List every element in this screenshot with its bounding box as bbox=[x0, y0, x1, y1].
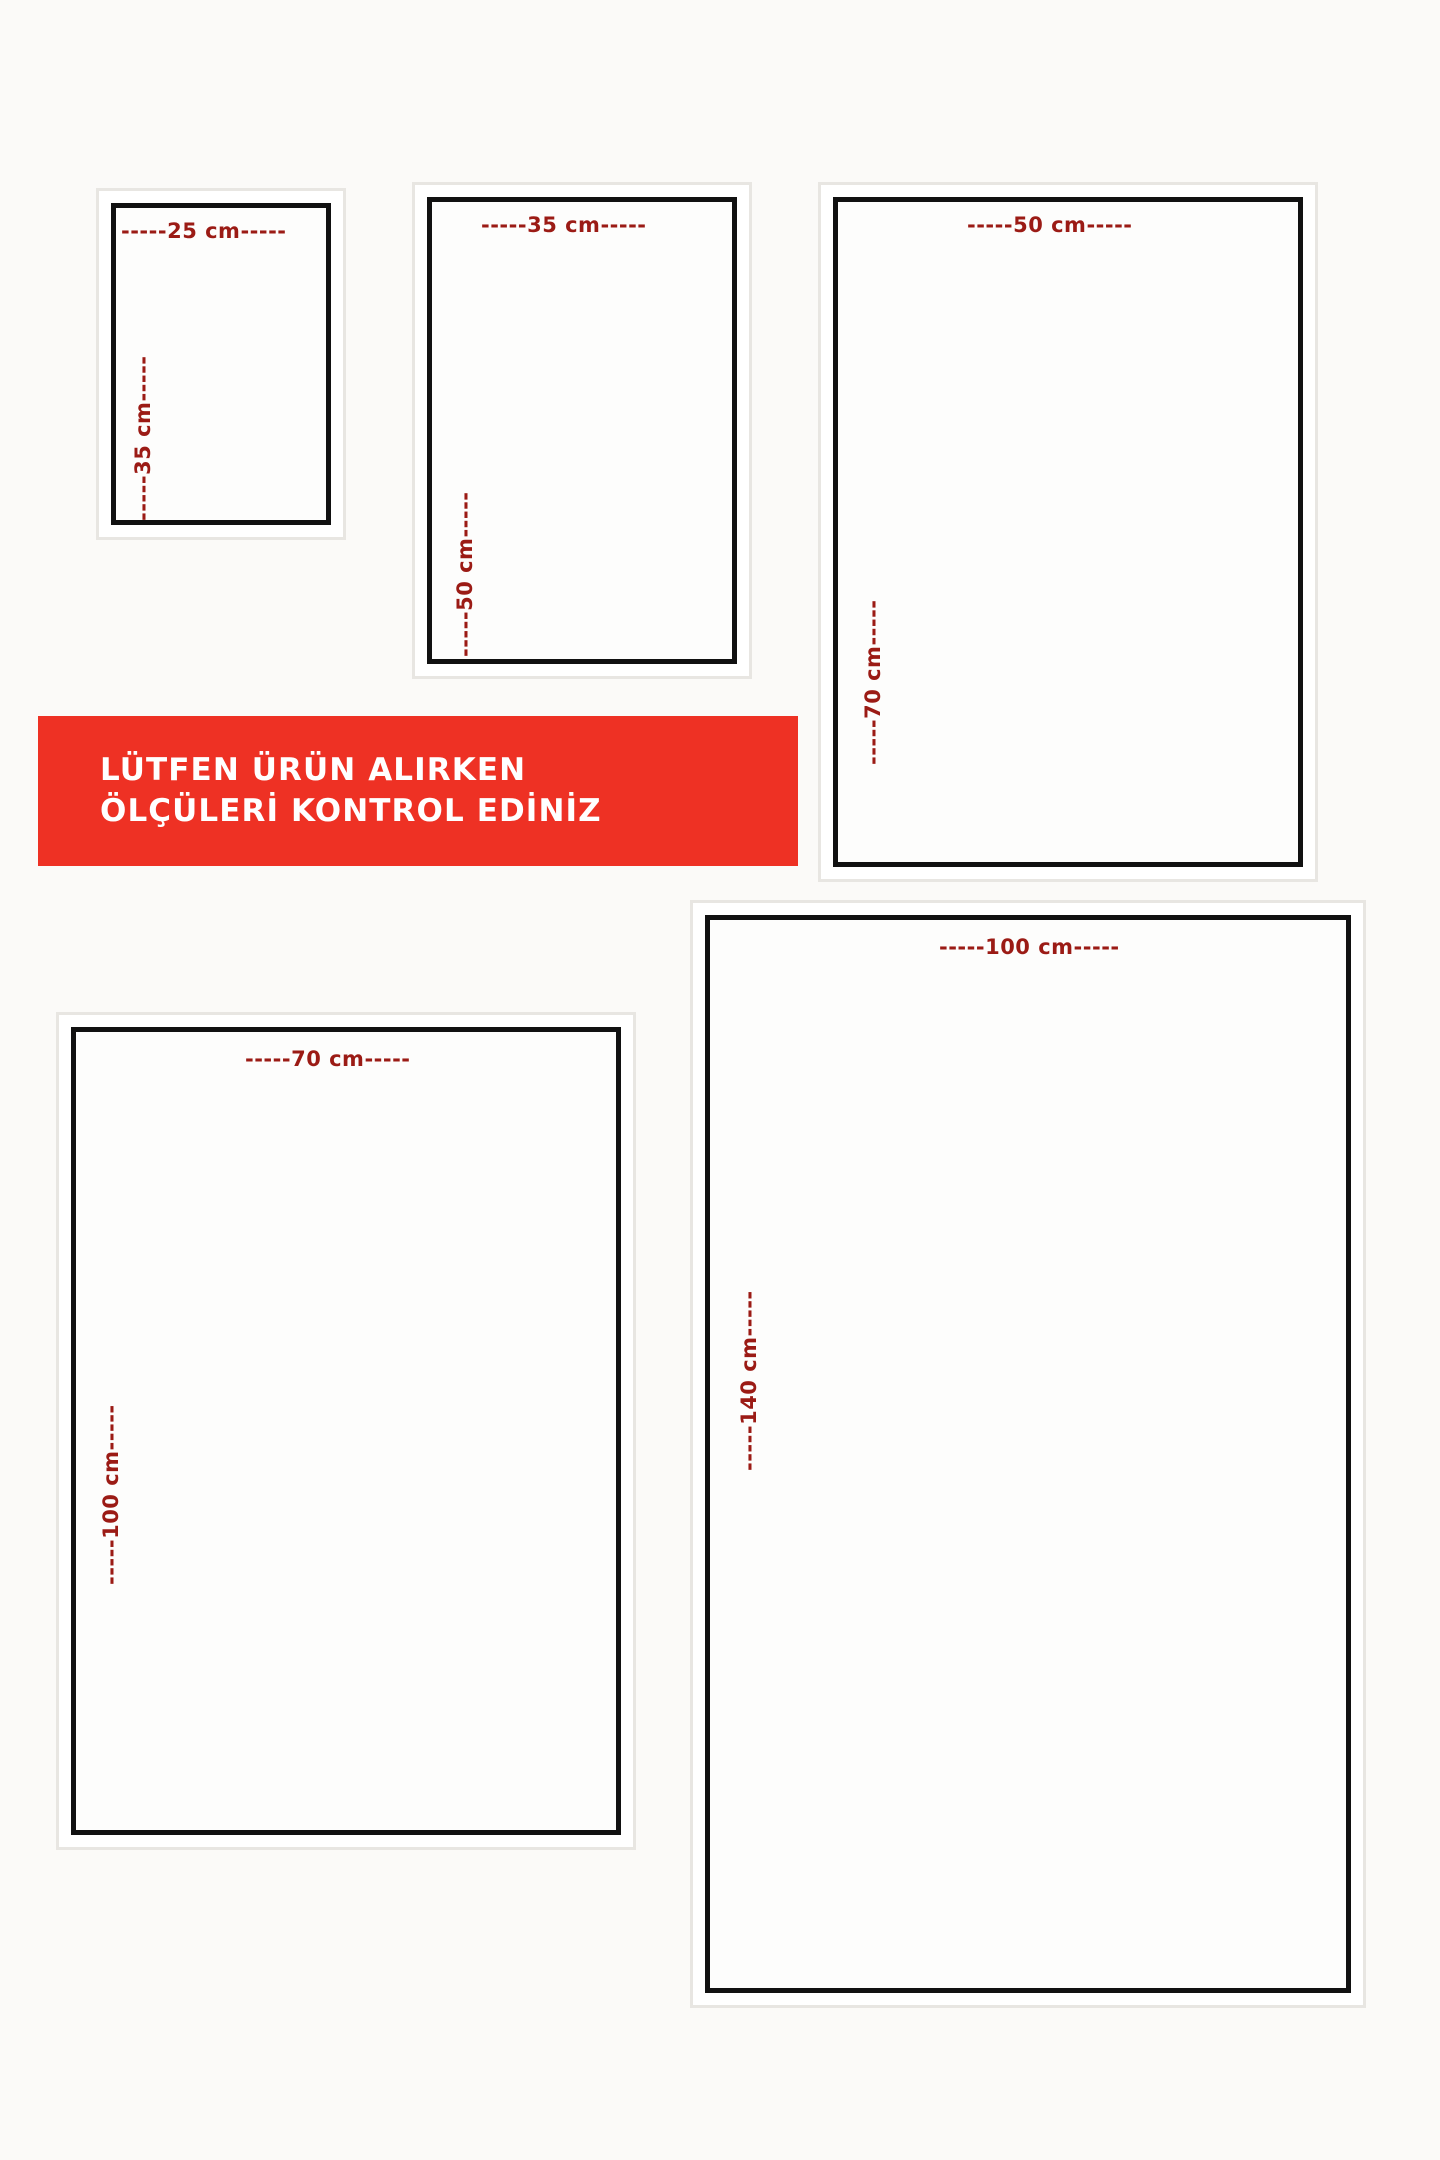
frame-70x100 bbox=[56, 1012, 636, 1850]
frame-50x70-inner bbox=[833, 197, 1303, 867]
frame-35x50-width-label: -----35 cm----- bbox=[481, 213, 647, 237]
frame-70x100-width-label: -----70 cm----- bbox=[245, 1047, 411, 1071]
frame-50x70-height-label: -----70 cm----- bbox=[861, 599, 885, 765]
frame-35x50-height-label: -----50 cm----- bbox=[453, 491, 477, 657]
frame-50x70 bbox=[818, 182, 1318, 882]
frame-100x140-width-label: -----100 cm----- bbox=[939, 935, 1120, 959]
warning-banner bbox=[38, 716, 798, 866]
frame-70x100-height-label: -----100 cm----- bbox=[99, 1404, 123, 1585]
frame-25x35-height-label: -----35 cm----- bbox=[131, 355, 155, 521]
frame-100x140-inner bbox=[705, 915, 1351, 1993]
frame-25x35 bbox=[96, 188, 346, 540]
warning-line-1: LÜTFEN ÜRÜN ALIRKEN bbox=[100, 751, 527, 788]
frame-100x140-height-label: -----140 cm----- bbox=[737, 1290, 761, 1471]
frame-70x100-inner bbox=[71, 1027, 621, 1835]
warning-line-2: ÖLÇÜLERİ KONTROL EDİNİZ bbox=[100, 793, 602, 829]
frame-35x50 bbox=[412, 182, 752, 679]
frame-100x140 bbox=[690, 900, 1366, 2008]
frame-25x35-width-label: -----25 cm----- bbox=[121, 219, 287, 243]
frame-50x70-width-label: -----50 cm----- bbox=[967, 213, 1133, 237]
